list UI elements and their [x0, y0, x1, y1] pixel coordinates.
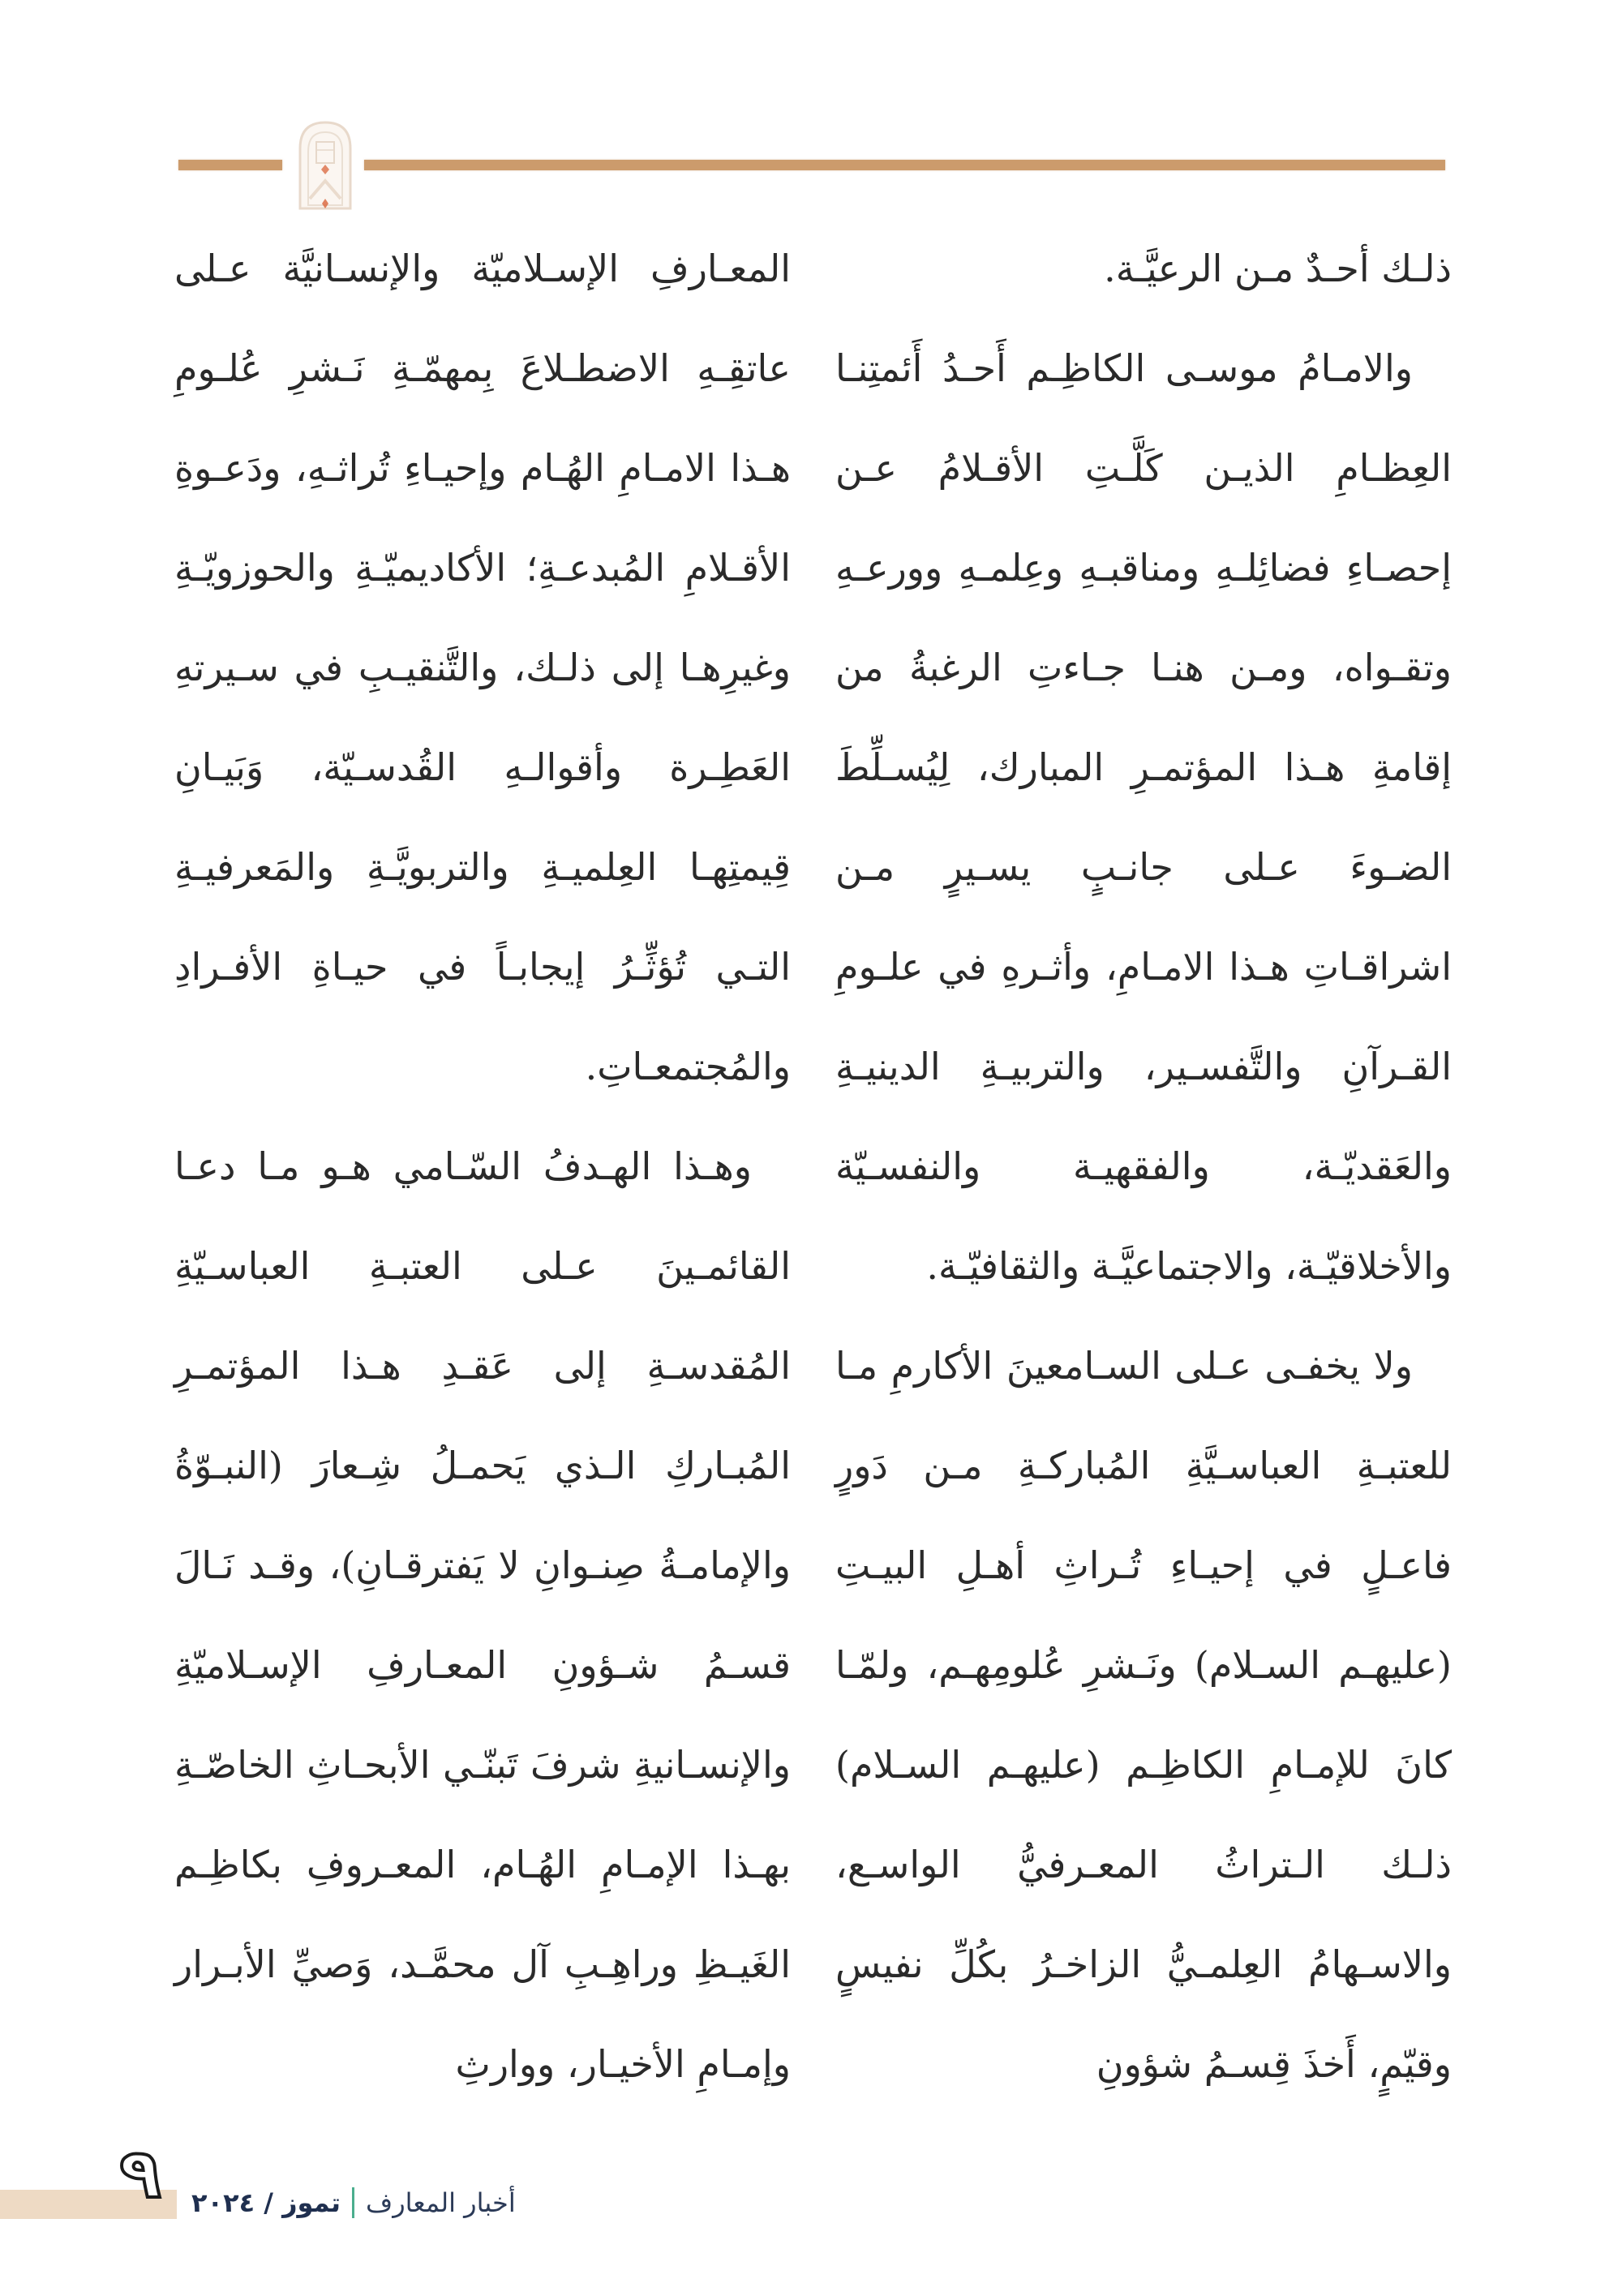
paragraph: المعـارفِ الإسـلاميّة والإنسـانيَّة عـلى عاتقِـهِ الاضطـلاعَ بِمهمّـةِ نَـشرِ عُلـومِ هـذا الامـامِ الهُـام وإحيـاءِ تُراثـهِ، ودَعـوةِ الأقـلامِ المُبدعـةِ؛ الأكاديميّـةِ والحوزويّـةِ وغيرِهـا إلى ذلـك، والتَّنقيـبِ في سـيرتهِ العَطِـرة وأقوالـهِ القُدسـيّة، وَبَيـانِ قِيمتِهـا العِلميـةِ والتربويَّـةِ والمَعرفيـةِ التـي تُؤثِّـرُ إيجابـاً في حيـاةِ الأفـرادِ والمُجتمعـاتِ. [174, 247, 791, 1088]
paragraph: ذلـك أحـدٌ مـن الرعيَّـة. [1104, 247, 1452, 290]
article-column-right [835, 219, 1452, 2114]
header-rule-right [364, 160, 1445, 170]
paragraph: ولا يخفـى عـلى السـامعينَ الأكارمِ مـا للعتبـةِ العباسـيَّةِ المُباركـةِ مـن دَورٍ فاعـلٍ في إحيـاءِ تُـراثِ أهـلِ البيـتِ (عليهـم السـلام) ونَـشرِ عُلومِهـم، ولمّـا كانَ للإمـامِ الكاظِـم (عليهـم السـلام) ذلـك الـتراثُ المعـرفيُّ الواسـع، والاسـهامُ العِلمـيُّ الزاخـرُ بكُلِّ نفيسٍ وقيّمٍ، أَخذَ قِسـمُ شؤونِ [835, 1344, 1452, 2086]
footer-separator [352, 2187, 354, 2218]
paragraph: وهـذا الهـدفُ السّـامي هـو مـا دعـا القائمـينَ عـلى العتبـةِ العباسـيّةِ المُقدسـةِ إلى عَقـدِ هـذا المؤتمـرِ المُبـاركِ الـذي يَحمـلُ شِـعارَ (النبـوّةُ والإمامـةُ صِنـوانِ لا يَفترقـانِ)، وقـد نَـالَ قسـمُ شـؤونِ المعـارفِ الإسـلاميّةِ والإنسـانيةِ شرفَ تَبنّـي الأبحـاثِ الخاصّـةِ بهـذا الإمـامِ الهُـام، المعـروفِ بكاظِـم الغَيـظِ وراهِـبِ آل محمَّـد، وَصيِّ الأبـرار وإمـامِ الأخيـار، ووارثِ [174, 1144, 791, 2086]
magazine-title: أخبار المعارف [366, 2187, 516, 2218]
shrine-emblem-icon [294, 118, 357, 213]
page-number: ٩ [119, 2134, 161, 2213]
footer-publication-info [191, 2180, 516, 2225]
header-rule-left [178, 160, 282, 170]
issue-date: تموز / ٢٠٢٤ [191, 2187, 341, 2218]
paragraph: والامـامُ موسـى الكاظِـم أَحـدُ أَئمتِنـا العِظـامِ الذيـن كَلَّـتِ الأقـلامُ عـن إحصـاءِ فضائِلـهِ ومناقبـهِ وعِلمـهِ وورعـهِ وتقـواه، ومـن هنـا جـاءتِ الرغبةُ من إقامةِ هـذا المؤتمـرِ المبارك، لِيُسـلِّطَ الضـوءَ عـلى جانـبٍ يسـيرٍ مـن اشراقـاتِ هـذا الامـامِ، وأثـرهِ في علـومِ القـرآنِ والتَّفسـير، والتربيـةِ الدينيـةِ والعَقديّـة، والفقهيـة والنفسـيّة والأخلاقيّـة، والاجتماعيَّـة والثقافيّـة. [835, 346, 1452, 1288]
article-column-left [174, 219, 791, 2114]
